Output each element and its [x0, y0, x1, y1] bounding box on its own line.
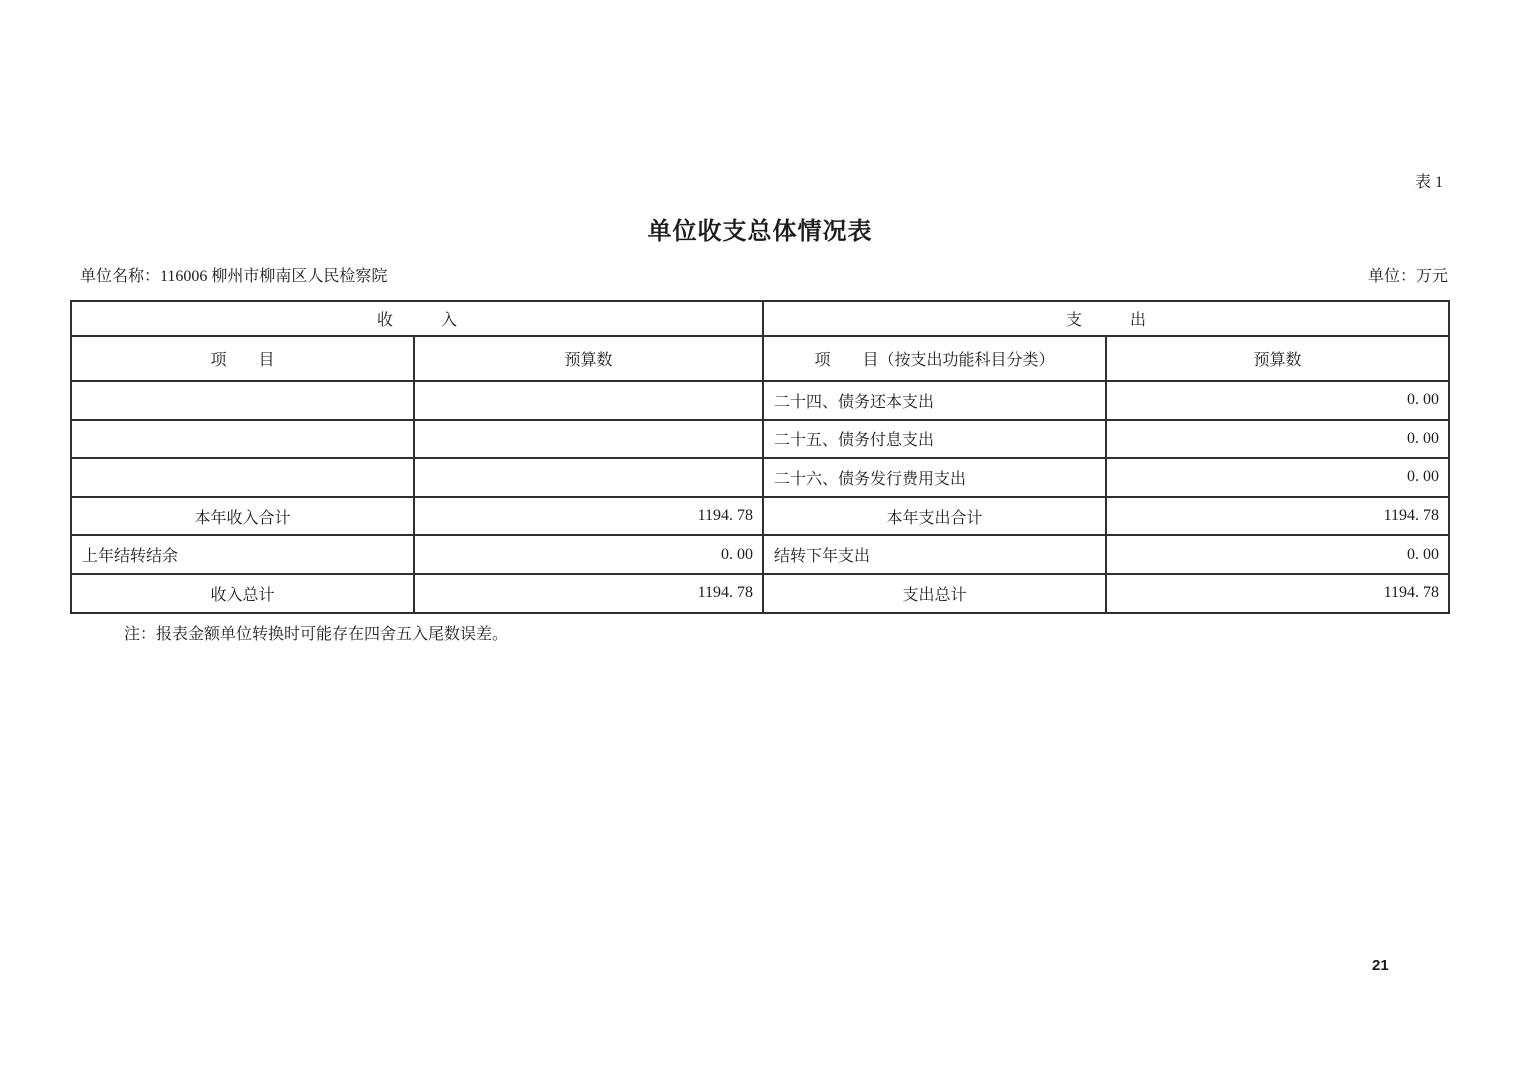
income-item-cell	[71, 458, 414, 497]
income-item-cell	[71, 420, 414, 459]
income-value-cell	[414, 420, 763, 459]
expense-item-cell: 二十四、债务还本支出	[763, 381, 1106, 420]
expense-item-cell: 本年支出合计	[763, 497, 1106, 536]
expense-value-cell: 0. 00	[1106, 535, 1449, 574]
table-row	[71, 535, 1449, 574]
footnote: 注：报表金额单位转换时可能存在四舍五入尾数误差。	[124, 626, 509, 643]
section-header-row	[71, 301, 1449, 336]
expense-section-header: 支 出	[763, 301, 1449, 336]
income-item-cell: 本年收入合计	[71, 497, 414, 536]
expense-value-cell: 0. 00	[1106, 381, 1449, 420]
income-value-cell: 1194. 78	[414, 497, 763, 536]
expense-item-cell: 支出总计	[763, 574, 1106, 613]
unit-of-measure-label: 单位：万元	[1367, 268, 1448, 285]
table-row	[71, 497, 1449, 536]
expense-budget-column-header: 预算数	[1106, 336, 1449, 381]
income-budget-column-header: 预算数	[414, 336, 763, 381]
expense-item-cell: 结转下年支出	[763, 535, 1106, 574]
income-value-cell	[414, 458, 763, 497]
income-item-cell: 收入总计	[71, 574, 414, 613]
unit-name-label: 单位名称：116006 柳州市柳南区人民检察院	[80, 268, 388, 285]
table-row	[71, 420, 1449, 459]
expense-item-cell: 二十五、债务付息支出	[763, 420, 1106, 459]
expense-value-cell: 1194. 78	[1106, 574, 1449, 613]
expense-value-cell: 0. 00	[1106, 458, 1449, 497]
income-value-cell: 0. 00	[414, 535, 763, 574]
expense-item-cell: 二十六、债务发行费用支出	[763, 458, 1106, 497]
table-info-row	[70, 263, 1448, 286]
table-row	[71, 458, 1449, 497]
income-item-cell	[71, 381, 414, 420]
column-header-row	[71, 336, 1449, 381]
page-title: 单位收支总体情况表	[647, 219, 873, 245]
expense-item-column-header: 项 目（按支出功能科目分类）	[763, 336, 1106, 381]
income-value-cell: 1194. 78	[414, 574, 763, 613]
page-number: 21	[1372, 957, 1389, 974]
expense-value-cell: 0. 00	[1106, 420, 1449, 459]
budget-summary-table	[70, 300, 1450, 614]
table-row	[71, 574, 1449, 613]
expense-value-cell: 1194. 78	[1106, 497, 1449, 536]
table-row	[71, 381, 1449, 420]
income-section-header: 收 入	[71, 301, 763, 336]
income-value-cell	[414, 381, 763, 420]
income-item-cell: 上年结转结余	[71, 535, 414, 574]
table-tag: 表 1	[1414, 174, 1443, 191]
income-item-column-header: 项 目	[71, 336, 414, 381]
